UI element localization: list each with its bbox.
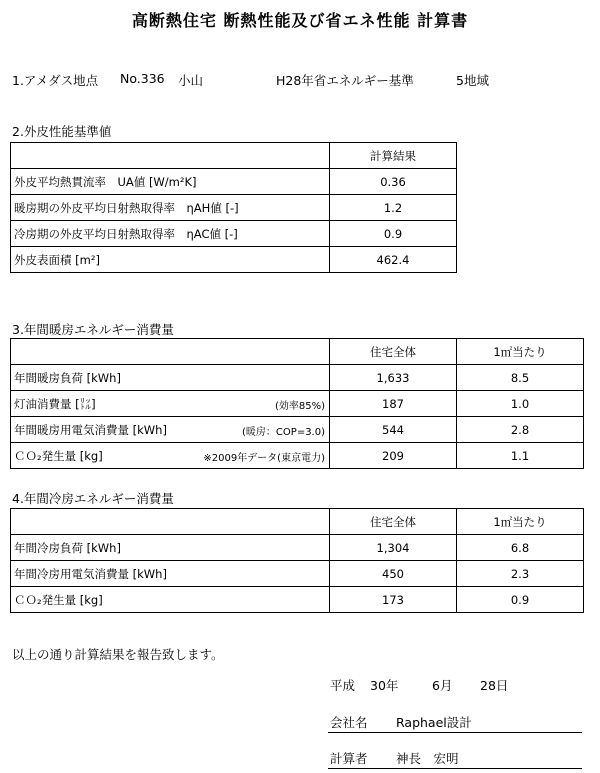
row-value: 0.36	[330, 169, 457, 195]
calculator-name: 神長 宏明	[396, 751, 459, 766]
row-total: 450	[330, 561, 457, 587]
row-label: 年間冷房負荷 [kWh]	[11, 535, 330, 561]
header-per-m2: 1㎡当たり	[457, 509, 584, 535]
table-row	[11, 587, 584, 613]
table-row	[11, 535, 584, 561]
closing-statement: 以上の通り計算結果を報告致します。	[12, 647, 224, 662]
table-row	[11, 365, 584, 391]
company-name: Raphael設計	[396, 715, 472, 730]
section3-heading: 3.年間暖房エネルギー消費量	[12, 322, 174, 337]
climate-region: 5地域	[456, 73, 489, 88]
table-header-row	[11, 339, 584, 365]
header-total: 住宅全体	[330, 509, 457, 535]
row-label: 外皮表面積 [m²]	[11, 247, 330, 273]
amedas-place: 小山	[178, 73, 204, 88]
table-row	[11, 391, 584, 417]
row-value: 462.4	[330, 247, 457, 273]
header-total: 住宅全体	[330, 339, 457, 365]
row-per-m2: 1.0	[457, 391, 584, 417]
row-label: ＣＯ₂発生量 [kg]	[14, 448, 103, 463]
header-result: 計算結果	[330, 143, 457, 169]
company-label: 会社名	[330, 715, 368, 730]
header-per-m2: 1㎡当たり	[457, 339, 584, 365]
row-value: 0.9	[330, 221, 457, 247]
row-per-m2: 2.8	[457, 417, 584, 443]
row-per-m2: 0.9	[457, 587, 584, 613]
row-total: 1,304	[330, 535, 457, 561]
table-header-row	[11, 509, 584, 535]
table-header-row	[11, 143, 457, 169]
section4-heading: 4.年間冷房エネルギー消費量	[12, 491, 174, 506]
row-label: 年間暖房負荷 [kWh]	[14, 370, 121, 385]
date-year: 30年	[370, 678, 399, 693]
row-label: 暖房期の外皮平均日射熱取得率 ηAH値 [-]	[11, 195, 330, 221]
row-total: 544	[330, 417, 457, 443]
table-row	[11, 443, 584, 469]
row-label: 灯油消費量 [㍑]	[14, 396, 96, 411]
calculator-underline	[328, 768, 582, 769]
section2-heading: 2.外皮性能基準値	[12, 124, 112, 139]
table-row	[11, 195, 457, 221]
row-label-cell	[11, 391, 330, 417]
row-label: 冷房期の外皮平均日射熱取得率 ηAC値 [-]	[11, 221, 330, 247]
row-note: (効率85%)	[274, 401, 325, 412]
amedas-number: No.336	[120, 71, 165, 86]
row-label-cell	[11, 443, 330, 469]
table-row	[11, 417, 584, 443]
row-per-m2: 6.8	[457, 535, 584, 561]
table-row	[11, 221, 457, 247]
heating-table	[10, 338, 584, 469]
header-empty-cell	[11, 143, 330, 169]
row-label: 年間暖房用電気消費量 [kWh]	[14, 422, 167, 437]
row-note: ※2009年データ(東京電力)	[203, 453, 325, 464]
table-row	[11, 561, 584, 587]
company-underline	[328, 732, 582, 733]
row-value: 1.2	[330, 195, 457, 221]
date-day: 28日	[480, 678, 509, 693]
header-empty-cell	[11, 509, 330, 535]
row-label: 外皮平均熱貫流率 UA値 [W/m²K]	[11, 169, 330, 195]
row-total: 187	[330, 391, 457, 417]
cooling-table	[10, 508, 584, 613]
page-title: 高断熱住宅 断熱性能及び省エネ性能 計算書	[131, 11, 469, 30]
envelope-table	[10, 142, 457, 273]
date-era: 平成	[330, 678, 356, 693]
row-note: (暖房：COP=3.0)	[242, 427, 325, 438]
row-label: 年間冷房用電気消費量 [kWh]	[11, 561, 330, 587]
row-label-cell	[11, 417, 330, 443]
table-row	[11, 169, 457, 195]
table-row	[11, 247, 457, 273]
row-total: 173	[330, 587, 457, 613]
row-per-m2: 1.1	[457, 443, 584, 469]
header-empty-cell	[11, 339, 330, 365]
row-per-m2: 2.3	[457, 561, 584, 587]
row-total: 209	[330, 443, 457, 469]
row-per-m2: 8.5	[457, 365, 584, 391]
calculator-label: 計算者	[330, 751, 368, 766]
row-label-cell	[11, 365, 330, 391]
date-month: 6月	[432, 678, 453, 693]
row-label: ＣＯ₂発生量 [kg]	[11, 587, 330, 613]
row-total: 1,633	[330, 365, 457, 391]
energy-standard: H28年省エネルギー基準	[276, 73, 414, 88]
amedas-label: 1.アメダス地点	[12, 73, 99, 88]
